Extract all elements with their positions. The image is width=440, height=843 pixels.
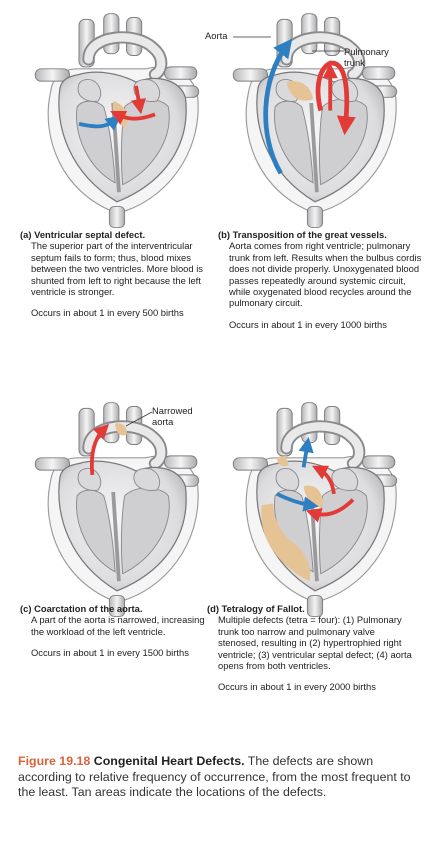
panel-occurrence: Occurs in about 1 in every 500 births [31,307,184,319]
figure-title: Congenital Heart Defects. [93,754,245,768]
panel-occurrence: Occurs in about 1 in every 1500 births [31,647,189,659]
panel-title: Coarctation of the aorta. [34,603,143,614]
panel-occurrence: Occurs in about 1 in every 2000 births [218,681,376,693]
panel-letter: (b) [218,229,230,240]
figure-text: The defects are shown according to relative frequency of occurrence, from the most frequent to the least. Tan areas indicate the locations of the defects. [18,754,411,799]
panel-occurrence: Occurs in about 1 in every 1000 births [229,318,387,330]
narrowed-aorta-leader-line [124,410,154,430]
caption-d [207,603,412,693]
panel-description: Aorta comes from right ventricle; pulmonary trunk from left. Results when the bulbus cordis does not divide properly. Unoxygenated blood passes repeatedly around systemic circuit, while oxygenated blood recycles around the pulmonary circuit. [229,240,422,309]
caption-c [20,603,210,659]
figure-caption [18,754,430,801]
aorta-leader-line [233,34,273,40]
panel-description: The superior part of the interventricular septum fails to form; thus, blood mixes between the two ventricles. More blood is shunted from left to right because the left ventricle is stronger. [31,240,203,298]
panel-title: Tetralogy of Fallot. [221,603,305,614]
caption-b [218,229,423,330]
panel-letter: (a) [20,229,32,240]
panel-letter: (c) [20,603,32,614]
pulmonary-trunk-label: Pulmonary trunk [344,46,389,68]
heart-illustration-tetralogy [220,395,410,627]
panel-title: Transposition of the great vessels. [232,229,387,240]
aorta-label: Aorta [205,30,228,41]
panel-description: A part of the aorta is narrowed, increasing the workload of the left ventricle. [31,614,205,637]
heart-illustration-vsd [22,6,212,238]
panel-letter: (d) [207,603,219,614]
pulmonary-trunk-leader-line [312,48,346,54]
heart-illustration-transposition [220,6,410,238]
heart-illustration-coarctation [22,395,212,627]
panel-description: Multiple defects (tetra = four): (1) Pulmonary trunk too narrow and pulmonary valve stenosed, resulting in (2) hypertrophied right ventricle; (3) ventricular septal defect; (4) aorta opens from both ventricles. [218,614,412,672]
figure-number: Figure 19.18 [18,754,91,768]
caption-a [20,229,220,319]
panel-title: Ventricular septal defect. [34,229,146,240]
narrowed-aorta-label: Narrowed aorta [152,405,193,427]
